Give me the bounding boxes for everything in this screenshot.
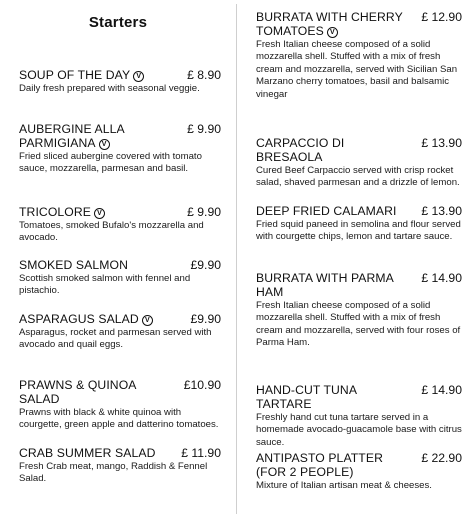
- menu-item-price: £ 11.90: [181, 446, 221, 460]
- menu-item-description: Prawns with black & white quinoa with courgette, green apple and datterino tomatoes.: [19, 407, 219, 431]
- menu-item-price: £ 14.90: [421, 271, 462, 285]
- menu-item: [19, 446, 221, 486]
- column-divider: [236, 4, 237, 514]
- menu-item-description: Fried sliced aubergine covered with tomato sauce, mozzarella, parmesan and basil.: [19, 151, 202, 175]
- menu-item-name: BURRATA WITH CHERRY TOMATOES: [256, 10, 403, 38]
- menu-item: [19, 68, 221, 95]
- menu-item-name: HAND-CUT TUNA TARTARE: [256, 383, 357, 411]
- menu-item: [256, 10, 462, 101]
- menu-item-name: BURRATA WITH PARMA HAM: [256, 271, 394, 299]
- menu-item: [19, 122, 221, 176]
- menu-item-name: AUBERGINE ALLA PARMIGIANA: [19, 122, 125, 150]
- menu-item-price: £ 13.90: [421, 136, 462, 150]
- menu-item-description: Cured Beef Carpaccio served with crisp rocket salad, shaved parmesan and a drizzle of lemon.: [256, 165, 460, 189]
- menu-item-name: ASPARAGUS SALAD: [19, 312, 139, 326]
- menu-item: [19, 378, 221, 432]
- menu-item-description: Fresh Crab meat, mango, Raddish & Fennel Salad.: [19, 461, 208, 485]
- menu-item-price: £9.90: [190, 312, 221, 326]
- menu-item-name: SMOKED SALMON: [19, 258, 128, 272]
- menu-item-name: CARPACCIO DI BRESAOLA: [256, 136, 345, 164]
- menu-item-description: Tomatoes, smoked Bufalo's mozzarella and avocado.: [19, 220, 204, 244]
- menu-item: [256, 204, 462, 244]
- menu-item: [256, 383, 462, 449]
- menu-item: [256, 136, 462, 190]
- menu-item-price: £ 22.90: [421, 451, 462, 465]
- menu-item-description: Asparagus, rocket and parmesan served with avocado and quail eggs.: [19, 327, 212, 351]
- menu-item-price: £ 8.90: [187, 68, 221, 82]
- vegetarian-icon: V: [133, 71, 144, 82]
- vegetarian-icon: V: [327, 27, 338, 38]
- menu-item-description: Mixture of Italian artisan meat & cheeses.: [256, 480, 432, 491]
- menu-item: [19, 258, 221, 298]
- menu-item-name: PRAWNS & QUINOA SALAD: [19, 378, 136, 406]
- menu-item-price: £ 12.90: [421, 10, 462, 24]
- menu-item-name: ANTIPASTO PLATTER (FOR 2 PEOPLE): [256, 451, 383, 479]
- menu-item-price: £ 9.90: [187, 122, 221, 136]
- menu-item: [256, 451, 462, 492]
- section-title: Starters: [88, 14, 148, 31]
- vegetarian-icon: V: [142, 315, 153, 326]
- vegetarian-icon: V: [94, 208, 105, 219]
- menu-item-description: Freshly hand cut tuna tartare served in a homemade avocado-guacamole base with citrus sauce.: [256, 412, 462, 448]
- menu-item-description: Fresh Italian cheese composed of a solid mozzarella shell. Stuffed with a mix of fresh cream and mozzarella, served with four roses of Parma Ham.: [256, 300, 461, 349]
- menu-item-price: £ 9.90: [187, 205, 221, 219]
- menu-item-price: £9.90: [190, 258, 221, 272]
- menu-item-description: Daily fresh prepared with seasonal veggie.: [19, 83, 200, 94]
- menu-item-name: SOUP OF THE DAY: [19, 68, 131, 82]
- menu-item-name: DEEP FRIED CALAMARI: [256, 204, 397, 218]
- menu-item: [19, 205, 221, 245]
- menu-item-price: £ 13.90: [421, 204, 462, 218]
- menu-item-name: TRICOLORE: [19, 205, 92, 219]
- menu-item-price: £ 14.90: [421, 383, 462, 397]
- menu-item-name: CRAB SUMMER SALAD: [19, 446, 156, 460]
- menu-item-description: Scottish smoked salmon with fennel and pistachio.: [19, 273, 191, 297]
- menu-item: [19, 312, 221, 352]
- menu-item: [256, 271, 462, 350]
- menu-item-price: £10.90: [183, 378, 221, 392]
- menu-item-description: Fried squid paneed in semolina and flour served with courgette chips, lemon and tartare sauce.: [256, 219, 461, 243]
- vegetarian-icon: V: [99, 139, 110, 150]
- menu-item-description: Fresh Italian cheese composed of a solid mozzarella shell. Stuffed with a mix of fresh cream and mozzarella, served with Sicilian San Marzano cherry tomatoes, basil and balsamic vinegar: [256, 39, 458, 100]
